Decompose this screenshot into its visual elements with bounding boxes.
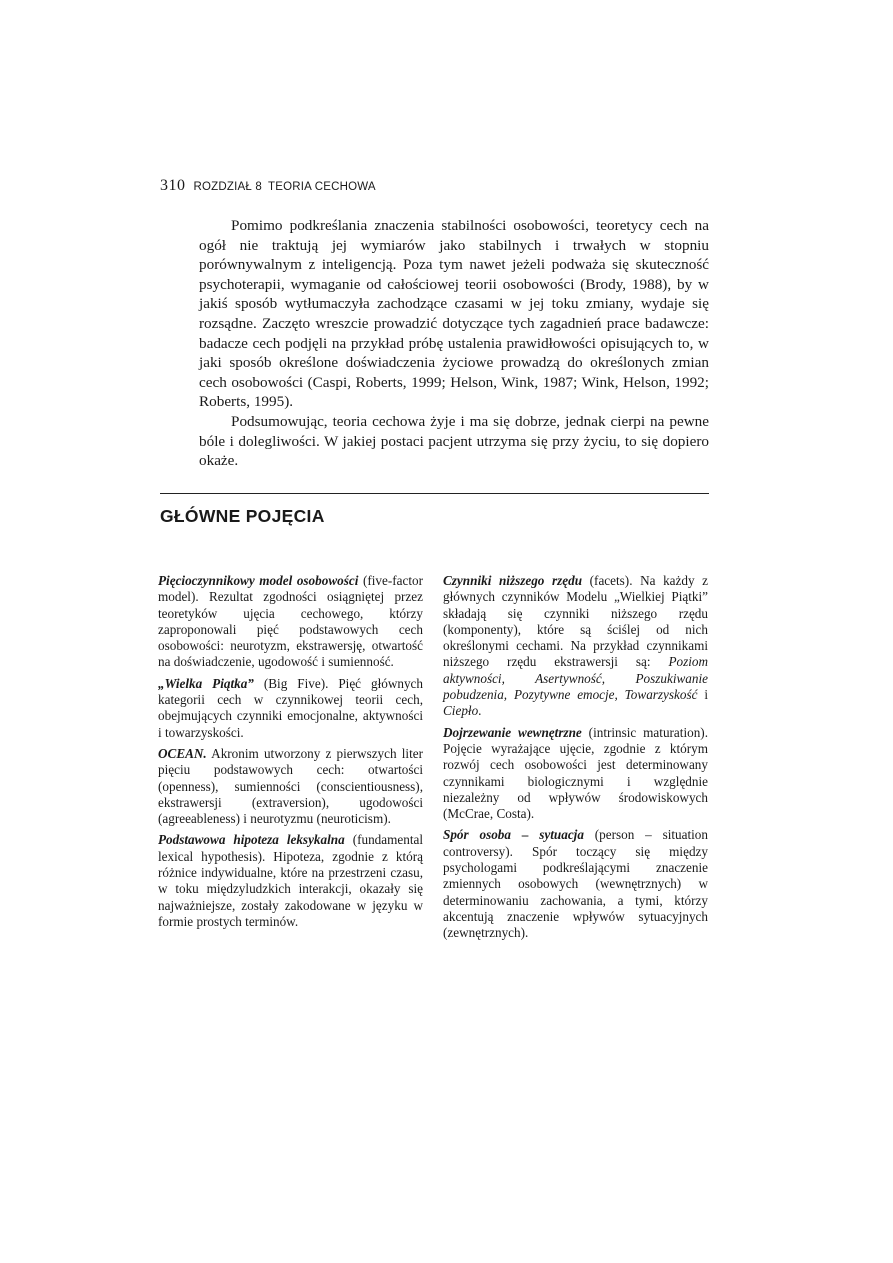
conjunction: i: [697, 687, 708, 703]
glossary-entry: [443, 573, 708, 720]
section-divider: [160, 493, 709, 494]
glossary-entry: [158, 676, 423, 741]
running-header: [160, 177, 382, 195]
glossary-term: OCEAN.: [158, 745, 207, 761]
glossary-entry: [443, 827, 708, 941]
glossary-definition: (person – situation controversy). Spór toczący się między psychologami podkreślającymi znaczenie zmiennych osobowych (wewnętrznych) w determinowaniu zachowania, a tymi, którzy akcentują znaczenie wpływów sytuacyjnych (zewnętrznych).: [443, 827, 708, 941]
glossary-entry: [158, 832, 423, 930]
chapter-label: ROZDZIAŁ 8: [193, 181, 262, 193]
facet-example-last: Ciepło: [443, 703, 479, 719]
glossary-column-left: [158, 573, 423, 935]
glossary-definition: (fundamental lexical hypothesis). Hipoteza, zgodnie z którą różnice indywidualne, które na przestrzeni czasu, w toku międzyludzkich interakcji, okazały się najważniejsze, zostały zakodowane w języku w formie prostych terminów.: [158, 832, 423, 929]
paragraph: Podsumowując, teoria cechowa żyje i ma się dobrze, jednak cierpi na pewne bóle i dolegliwości. W jakiej postaci pacjent utrzyma się przy życiu, to się dopiero okaże.: [199, 412, 709, 470]
glossary-term: Podstawowa hipoteza leksykalna: [158, 832, 345, 848]
body-text: [199, 216, 709, 471]
section-title: GŁÓWNE POJĘCIA: [160, 506, 325, 526]
facet-examples: Poziom aktywności, Asertywność, Poszukiwanie pobudzenia, Pozytywne emocje, Towarzyskość: [443, 654, 708, 703]
glossary-definition: Akronim utworzony z pierwszych liter pięciu podstawowych cech: otwartości (openness), sumienności (conscientiousness), ekstrawersji (extraversion), ugodowości (agreeableness) i neurotyzmu (neuroticism).: [158, 745, 423, 827]
page-number: 310: [160, 177, 186, 194]
paragraph: Pomimo podkreślania znaczenia stabilności osobowości, teoretycy cech na ogół nie traktują jej wymiarów jako stabilnych i trwałych w stopniu porównywalnym z inteligencją. Poza tym nawet jeżeli podważa się skuteczność psychoterapii, wymaganie od całościowej teorii osobowości (Brody, 1988), by w jakiś sposób wytłumaczyła zachodzące czasami w jej toku zmiany, wydaje się rozsądne. Zaczęto wreszcie prowadzić dotyczące tych zagadnień prace badawcze: badacze cech podjęli na przykład próbę ustalenia prawidłowości opisujących to, w jaki sposób określone doświadczenia życiowe prowadzą do określonych zmian cech osobowości (Caspi, Roberts, 1999; Helson, Wink, 1987; Wink, Helson, 1992; Roberts, 1995).: [199, 217, 709, 411]
glossary-definition: (Big Five). Pięć głównych kategorii cech w czynnikowej teorii cech, obejmujących czynniki emocjonalne, aktywności i towarzyskości.: [158, 675, 423, 740]
glossary-definition: (facets). Na każdy z głównych czynników Modelu „Wielkiej Piątki” składają się czynniki niższego rzędu (komponenty), które są ściślej od nich określonymi cechami. Na przykład czynnikami niższego rzędu ekstrawersji są:: [443, 573, 709, 670]
chapter-title: TEORIA CECHOWA: [267, 181, 376, 193]
glossary-term: Spór osoba – sytuacja: [443, 827, 584, 843]
chapter-heading: [194, 181, 382, 193]
sentence-end: .: [478, 703, 482, 719]
glossary-definition: (five-factor model). Rezultat zgodności osiągniętej przez teoretyków ujęcia cechowego, którzy zaproponowali pięć podstawowych cech osobowości: neurotyzm, ekstrawersję, otwartość na doświadczenie, ugodowość i sumienność.: [158, 573, 423, 670]
glossary-entry: [158, 573, 423, 671]
glossary-term: Dojrzewanie wewnętrzne: [443, 724, 582, 740]
glossary-term: Pięcioczynnikowy model osobowości: [158, 573, 359, 588]
glossary-entry: [158, 746, 423, 827]
glossary-entry: [443, 725, 708, 823]
glossary-term: „Wielka Piątka”: [158, 675, 254, 691]
glossary-term: Czynniki niższego rzędu: [443, 573, 583, 588]
glossary-column-right: [443, 573, 708, 947]
glossary-definition: (intrinsic maturation). Pojęcie wyrażające ujęcie, zgodnie z którym rozwój cech osobowości jest determinowany czynnikami biologicznymi i względnie niezależny od wpływów środowiskowych (McCrae, Costa).: [443, 724, 708, 822]
